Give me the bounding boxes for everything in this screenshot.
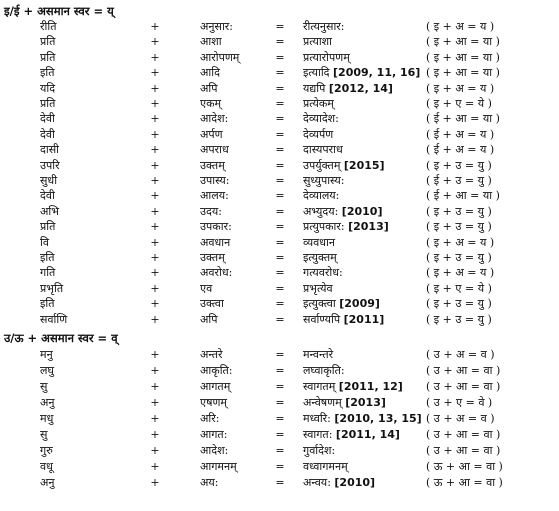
sandhi-rule: ( इ + ए = ये ) xyxy=(426,97,492,110)
plus-sign: + xyxy=(150,112,160,126)
first-word: मनु xyxy=(40,348,53,361)
first-word: गुरु xyxy=(40,444,53,457)
equals-sign: = xyxy=(275,204,285,218)
section-heading: इ/ई + असमान स्वर = य् xyxy=(4,4,114,18)
plus-sign: + xyxy=(150,20,160,33)
result-word: प्रत्याशा xyxy=(303,35,333,49)
sandhi-result xyxy=(303,411,422,426)
equals-sign: = xyxy=(275,20,285,33)
first-word: दासी xyxy=(40,143,59,157)
equals-sign: = xyxy=(275,281,285,295)
sandhi-row xyxy=(0,173,559,188)
second-word: आलय: xyxy=(200,189,229,203)
sandhi-rule: ( इ + अ = य ) xyxy=(426,81,495,95)
sandhi-result xyxy=(303,395,386,410)
result-word: इत्यादि xyxy=(303,66,330,80)
first-word: प्रति xyxy=(40,50,56,64)
result-word: इत्युक्त्वा xyxy=(303,297,336,311)
equals-sign: = xyxy=(275,428,285,441)
sandhi-result xyxy=(303,265,343,280)
equals-sign: = xyxy=(275,127,285,141)
sandhi-rule: ( इ + उ = यु ) xyxy=(426,312,492,326)
result-word: अन्वय: xyxy=(303,476,331,489)
sandhi-row xyxy=(0,204,559,219)
equals-sign: = xyxy=(275,174,285,187)
result-word: मन्वन्तरे xyxy=(303,348,334,361)
sandhi-row xyxy=(0,459,559,474)
second-word: उक्त्वा xyxy=(200,297,224,311)
equals-sign: = xyxy=(275,81,285,95)
exam-years: [2011, 14] xyxy=(335,428,400,441)
first-word: मधु xyxy=(40,412,54,425)
first-word: यदि xyxy=(40,81,56,95)
sandhi-rule: ( ऊ + आ = वा ) xyxy=(426,476,503,489)
sandhi-result xyxy=(303,81,393,96)
sandhi-rule: ( उ + अ = व ) xyxy=(426,348,495,361)
plus-sign: + xyxy=(150,97,160,110)
equals-sign: = xyxy=(275,143,285,157)
result-word: देव्यालय: xyxy=(303,189,340,203)
sandhi-row xyxy=(0,475,559,490)
sandhi-rule: ( उ + आ = वा ) xyxy=(426,364,501,377)
sandhi-rule: ( इ + उ = यु ) xyxy=(426,204,492,218)
result-word: रीत्यनुसार: xyxy=(303,20,345,33)
sandhi-row xyxy=(0,395,559,410)
exam-years: [2015] xyxy=(343,158,385,172)
sandhi-result xyxy=(303,296,380,311)
sandhi-rule: ( ई + अ = य ) xyxy=(426,127,495,141)
sandhi-rule: ( इ + अ = य ) xyxy=(426,266,495,280)
exam-years: [2010] xyxy=(334,476,376,489)
plus-sign: + xyxy=(150,158,160,172)
result-word: मध्वरि: xyxy=(303,412,331,425)
plus-sign: + xyxy=(150,297,160,311)
plus-sign: + xyxy=(150,412,160,425)
sandhi-row xyxy=(0,347,559,362)
plus-sign: + xyxy=(150,35,160,49)
first-word: लघु xyxy=(40,364,54,377)
sandhi-row xyxy=(0,142,559,157)
exam-years: [2010] xyxy=(341,204,383,218)
result-word: देव्यादेश: xyxy=(303,112,339,126)
sandhi-rule: ( इ + अ = य ) xyxy=(426,20,495,33)
sandhi-result xyxy=(303,443,335,458)
sandhi-result xyxy=(303,19,345,34)
second-word: एव xyxy=(200,281,213,295)
second-word: आशा xyxy=(200,35,222,49)
plus-sign: + xyxy=(150,266,160,280)
equals-sign: = xyxy=(275,251,285,264)
sandhi-row xyxy=(0,50,559,65)
first-word: इति xyxy=(40,66,55,80)
sandhi-result xyxy=(303,204,382,219)
second-word: अर्पण xyxy=(200,127,223,141)
result-word: प्रभृत्येव xyxy=(303,281,333,295)
plus-sign: + xyxy=(150,444,160,457)
second-word: उक्तम् xyxy=(200,158,225,172)
equals-sign: = xyxy=(275,35,285,49)
equals-sign: = xyxy=(275,476,285,489)
exam-years: [2009, 11, 16] xyxy=(333,66,421,80)
result-word: उपर्युक्तम् xyxy=(303,158,341,172)
sandhi-row xyxy=(0,235,559,250)
sandhi-result xyxy=(303,219,389,234)
sandhi-row xyxy=(0,158,559,173)
second-word: अनुसार: xyxy=(200,20,233,33)
plus-sign: + xyxy=(150,204,160,218)
exam-years: [2012, 14] xyxy=(328,81,393,95)
plus-sign: + xyxy=(150,174,160,187)
first-word: अनु xyxy=(40,396,55,409)
result-word: प्रत्युपकार: xyxy=(303,220,345,234)
equals-sign: = xyxy=(275,189,285,203)
sandhi-row xyxy=(0,443,559,458)
sandhi-rule: ( इ + ए = ये ) xyxy=(426,281,492,295)
sandhi-rule: ( इ + उ = यु ) xyxy=(426,158,492,172)
sandhi-row xyxy=(0,96,559,111)
result-word: गत्यवरोध: xyxy=(303,266,343,280)
equals-sign: = xyxy=(275,97,285,110)
exam-years: [2009] xyxy=(339,297,380,311)
exam-years: [2013] xyxy=(345,396,386,409)
second-word: अरि: xyxy=(200,412,220,425)
second-word: अपराध xyxy=(200,143,229,157)
second-word: उपास्य: xyxy=(200,174,230,187)
equals-sign: = xyxy=(275,66,285,80)
second-word: एकम् xyxy=(200,97,222,110)
sandhi-rule: ( ई + आ = या ) xyxy=(426,112,500,126)
plus-sign: + xyxy=(150,50,160,64)
first-word: प्रभृति xyxy=(40,281,64,295)
first-word: सु xyxy=(40,428,48,441)
plus-sign: + xyxy=(150,364,160,377)
plus-sign: + xyxy=(150,396,160,409)
sandhi-result xyxy=(303,427,400,442)
exam-years: [2011, 12] xyxy=(338,380,403,393)
sandhi-rule: ( उ + अ = व ) xyxy=(426,412,495,425)
sandhi-result xyxy=(303,235,335,250)
sandhi-rule: ( उ + ए = वे ) xyxy=(426,396,493,409)
equals-sign: = xyxy=(275,112,285,126)
second-word: आकृति: xyxy=(200,364,233,377)
sandhi-rule: ( उ + आ = वा ) xyxy=(426,380,501,393)
second-word: आदेश: xyxy=(200,112,229,126)
plus-sign: + xyxy=(150,66,160,80)
sandhi-result xyxy=(303,142,343,157)
sandhi-result xyxy=(303,127,333,142)
plus-sign: + xyxy=(150,476,160,489)
plus-sign: + xyxy=(150,348,160,361)
sandhi-rule: ( ई + अ = य ) xyxy=(426,143,495,157)
result-word: प्रत्येकम् xyxy=(303,97,334,110)
result-word: सर्वाण्यपि xyxy=(303,312,341,326)
sandhi-result xyxy=(303,173,344,188)
result-word: देव्यर्पण xyxy=(303,127,334,141)
sandhi-row xyxy=(0,363,559,378)
first-word: प्रति xyxy=(40,35,56,49)
sandhi-rule: ( उ + आ = वा ) xyxy=(426,444,501,457)
sandhi-result xyxy=(303,379,403,394)
result-word: दास्यपराध xyxy=(303,143,343,157)
second-word: अन्तरे xyxy=(200,348,223,361)
second-word: उदय: xyxy=(200,204,222,218)
equals-sign: = xyxy=(275,266,285,280)
first-word: उपरि xyxy=(40,158,60,172)
sandhi-row xyxy=(0,427,559,442)
section-heading: उ/ऊ + असमान स्वर = व् xyxy=(4,331,118,345)
first-word: गति xyxy=(40,266,56,280)
result-word: अन्वेषणम् xyxy=(303,396,342,409)
sandhi-rule: ( इ + उ = यु ) xyxy=(426,220,492,234)
first-word: इति xyxy=(40,251,55,264)
sandhi-rule: ( इ + आ = या ) xyxy=(426,35,500,49)
second-word: एषणम् xyxy=(200,396,227,409)
result-word: स्वागतम् xyxy=(303,380,336,393)
sandhi-rule: ( इ + आ = या ) xyxy=(426,50,500,64)
sandhi-row xyxy=(0,219,559,234)
second-word: आदेश: xyxy=(200,444,229,457)
plus-sign: + xyxy=(150,380,160,393)
sandhi-result xyxy=(303,96,334,111)
plus-sign: + xyxy=(150,251,160,264)
sandhi-row xyxy=(0,312,559,327)
sandhi-rule: ( इ + उ = यु ) xyxy=(426,297,492,311)
first-word: वि xyxy=(40,235,49,249)
sandhi-rule: ( ई + उ = यु ) xyxy=(426,174,492,187)
second-word: अवरोध: xyxy=(200,266,233,280)
sandhi-result xyxy=(303,363,345,378)
sandhi-rule: ( उ + आ = वा ) xyxy=(426,428,501,441)
second-word: आगतम् xyxy=(200,380,231,393)
second-word: उक्तम् xyxy=(200,251,225,264)
result-word: व्यवधान xyxy=(303,235,335,249)
second-word: अपि xyxy=(200,312,218,326)
result-word: यद्यपि xyxy=(303,81,326,95)
sandhi-row xyxy=(0,188,559,203)
sandhi-result xyxy=(303,312,384,327)
result-word: इत्युक्तम् xyxy=(303,251,337,264)
sandhi-row xyxy=(0,296,559,311)
first-word: वधू xyxy=(40,460,53,473)
sandhi-rule: ( इ + आ = या ) xyxy=(426,66,500,80)
first-word: सर्वाणि xyxy=(40,312,68,326)
sandhi-rule: ( ऊ + आ = वा ) xyxy=(426,460,503,473)
equals-sign: = xyxy=(275,297,285,311)
sandhi-result xyxy=(303,250,337,265)
result-word: सुध्युपास्य: xyxy=(303,174,345,187)
equals-sign: = xyxy=(275,396,285,409)
sandhi-rule: ( इ + उ = यु ) xyxy=(426,251,492,264)
equals-sign: = xyxy=(275,444,285,457)
equals-sign: = xyxy=(275,312,285,326)
plus-sign: + xyxy=(150,460,160,473)
equals-sign: = xyxy=(275,460,285,473)
sandhi-row xyxy=(0,111,559,126)
sandhi-row xyxy=(0,411,559,426)
first-word: देवी xyxy=(40,189,55,203)
result-word: प्रत्यारोपणम् xyxy=(303,50,350,64)
sandhi-result xyxy=(303,281,333,296)
sandhi-row xyxy=(0,250,559,265)
plus-sign: + xyxy=(150,189,160,203)
sandhi-row xyxy=(0,265,559,280)
second-word: आगत: xyxy=(200,428,228,441)
sandhi-result xyxy=(303,50,350,65)
equals-sign: = xyxy=(275,348,285,361)
sandhi-rule: ( इ + अ = य ) xyxy=(426,235,495,249)
result-word: वध्वागमनम् xyxy=(303,460,348,473)
equals-sign: = xyxy=(275,50,285,64)
first-word: अनु xyxy=(40,476,55,489)
exam-years: [2011] xyxy=(343,312,385,326)
first-word: प्रति xyxy=(40,97,56,110)
first-word: देवी xyxy=(40,127,55,141)
sandhi-row xyxy=(0,34,559,49)
plus-sign: + xyxy=(150,235,160,249)
second-word: आदि xyxy=(200,66,220,80)
equals-sign: = xyxy=(275,220,285,234)
sandhi-result xyxy=(303,188,339,203)
plus-sign: + xyxy=(150,143,160,157)
exam-years: [2013] xyxy=(348,220,389,234)
first-word: सुधी xyxy=(40,174,58,187)
first-word: इति xyxy=(40,297,55,311)
equals-sign: = xyxy=(275,235,285,249)
exam-years: [2010, 13, 15] xyxy=(334,412,422,425)
equals-sign: = xyxy=(275,412,285,425)
plus-sign: + xyxy=(150,81,160,95)
plus-sign: + xyxy=(150,220,160,234)
sandhi-row xyxy=(0,379,559,394)
second-word: अपि xyxy=(200,81,218,95)
first-word: सु xyxy=(40,380,48,393)
plus-sign: + xyxy=(150,127,160,141)
sandhi-rule: ( ई + आ = या ) xyxy=(426,189,500,203)
plus-sign: + xyxy=(150,281,160,295)
first-word: अभि xyxy=(40,204,59,218)
result-word: गुर्वादेश: xyxy=(303,444,336,457)
sandhi-result xyxy=(303,459,348,474)
result-word: स्वागत: xyxy=(303,428,333,441)
result-word: लघ्वाकृति: xyxy=(303,364,345,377)
sandhi-row xyxy=(0,65,559,80)
second-word: उपकार: xyxy=(200,220,232,234)
plus-sign: + xyxy=(150,312,160,326)
result-word: अभ्युदय: xyxy=(303,204,339,218)
equals-sign: = xyxy=(275,380,285,393)
second-word: अय: xyxy=(200,476,219,489)
sandhi-row xyxy=(0,127,559,142)
second-word: आगमनम् xyxy=(200,460,237,473)
sandhi-result xyxy=(303,111,339,126)
second-word: अवधान xyxy=(200,235,231,249)
sandhi-row xyxy=(0,281,559,296)
equals-sign: = xyxy=(275,158,285,172)
first-word: प्रति xyxy=(40,220,56,234)
first-word: देवी xyxy=(40,112,55,126)
sandhi-row xyxy=(0,81,559,96)
plus-sign: + xyxy=(150,428,160,441)
sandhi-result xyxy=(303,347,333,362)
sandhi-result xyxy=(303,65,420,80)
sandhi-row xyxy=(0,19,559,34)
second-word: आरोपणम् xyxy=(200,50,240,64)
sandhi-result xyxy=(303,34,332,49)
first-word: रीति xyxy=(40,20,57,33)
sandhi-result xyxy=(303,158,385,173)
equals-sign: = xyxy=(275,364,285,377)
sandhi-result xyxy=(303,475,375,490)
